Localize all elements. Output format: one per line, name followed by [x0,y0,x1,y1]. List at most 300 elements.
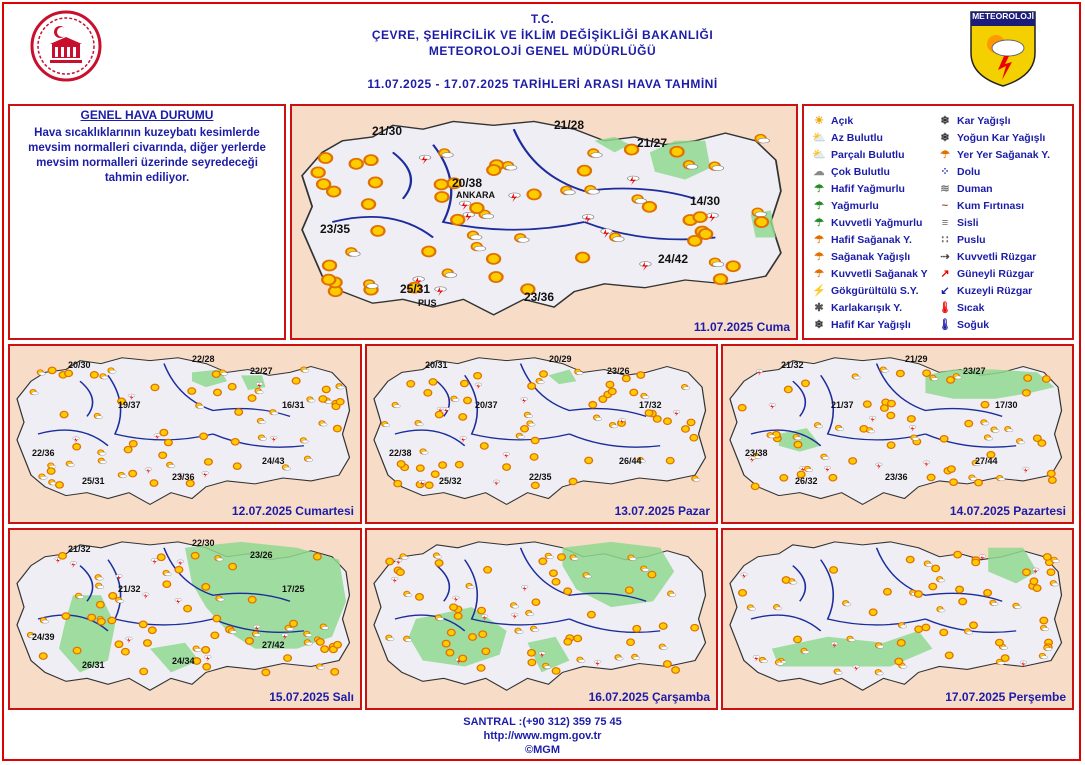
weather-cloud-icon [816,425,823,428]
legend-label: Kuvvetli Sağanak Y [831,268,928,280]
weather-cloud-icon [938,579,945,582]
weather-sun-icon [929,583,937,590]
footer-url[interactable]: http://www.mgm.gov.tr [483,730,602,742]
weather-cloud-icon [521,397,528,400]
weather-cloud-icon [795,437,802,440]
weather-cloud-icon [1001,646,1008,649]
weather-cloud-icon [142,593,149,596]
weather-cloud-icon [42,620,49,623]
weather-sun-icon [521,426,529,432]
temp-label: 22/27 [250,366,273,376]
map-date: 16.07.2025 Çarşamba [588,690,710,704]
general-weather-box [8,104,286,340]
weather-cloud-icon [761,660,768,663]
weather-sun-icon [425,482,433,488]
weather-sun-icon [331,669,339,676]
weather-sun-icon [965,420,973,426]
weather-cloud-icon [1020,661,1027,664]
weather-cloud-icon [986,437,993,440]
city-label-ankara: ANKARA [456,190,495,200]
weather-sun-icon [954,551,962,558]
temp-label: 21/29 [905,354,928,364]
map-date: 14.07.2025 Pazartesi [949,504,1066,518]
weather-sun-icon [336,399,344,405]
turkey-map [723,530,1072,708]
sun-rain-icon: ☂ [814,268,824,280]
weather-sun-icon [200,433,208,439]
mgm-logo-text: METEOROLOJİ [972,11,1034,21]
weather-sun-icon [228,383,236,389]
weather-cloud-icon [777,662,784,665]
weather-sun-icon [670,147,683,157]
weather-cloud-icon [1022,467,1029,470]
weather-cloud-icon [876,463,883,466]
weather-sun-icon [470,203,483,213]
weather-sun-icon [682,426,690,432]
weather-sun-icon [157,554,165,561]
weather-cloud-icon [254,634,261,637]
weather-sun-icon [970,622,978,629]
weather-sun-icon [213,615,221,622]
weather-cloud-icon [109,370,116,373]
weather-sun-icon [794,636,802,643]
temp-label: 22/28 [192,354,215,364]
weather-sun-icon [150,480,158,486]
weather-sun-icon [738,404,746,410]
legend-label: Açık [831,115,854,127]
map-date: 13.07.2025 Pazar [614,504,710,518]
weather-sun-icon [637,372,645,378]
temp-label: 20/38 [452,176,483,190]
legend-label: Parçalı Bulutlu [831,149,905,161]
weather-sun-icon [424,390,432,396]
weather-sun-icon [751,483,759,489]
weather-sun-icon [947,377,955,383]
weather-cloud-icon [775,607,782,610]
weather-cloud-icon [318,666,325,669]
weather-sun-icon [691,624,699,631]
weather-sun-icon [386,558,394,565]
weather-cloud-icon [287,628,294,631]
weather-cloud-icon [931,377,938,380]
weather-sun-icon [397,569,405,576]
turkey-map [367,346,716,522]
temp-label: 21/30 [372,124,403,138]
legend-label: Az Bulutlu [831,132,883,144]
weather-cloud-icon [854,376,861,379]
weather-sun-icon [1023,569,1031,576]
weather-sun-icon [47,468,55,474]
weather-sun-icon [829,474,837,480]
weather-cloud-icon [518,237,530,242]
weather-cloud-icon [544,666,551,669]
weather-cloud-icon [221,372,228,375]
weather-cloud-icon [591,153,603,158]
weather-sun-icon [975,479,983,485]
weather-cloud-icon [177,560,184,563]
weather-cloud-icon [837,428,844,431]
weather-cloud-icon [383,424,390,427]
legend-label: Güneyli Rüzgar [957,268,1035,280]
weather-cloud-icon [402,556,409,559]
map-date: 11.07.2025 Cuma [693,320,790,334]
weather-sun-icon [588,611,596,618]
legend-item [812,216,922,230]
weather-sun-icon [484,567,492,574]
weather-sun-icon [322,386,330,392]
snow-icon: ❄ [814,319,824,331]
weather-sun-icon [1047,470,1055,476]
weather-sun-icon [528,650,536,657]
temp-label: 17/25 [282,584,305,594]
temp-label: 21/37 [831,400,854,410]
weather-cloud-icon [516,630,523,633]
weather-cloud-icon [308,399,315,402]
weather-cloud-icon [693,478,700,481]
weather-cloud-icon [588,189,600,194]
weather-sun-icon [927,474,935,480]
weather-sun-icon [714,274,727,284]
weather-sun-icon [246,638,254,645]
temp-label: 22/30 [192,538,215,548]
weather-sun-icon [863,401,871,407]
fog-icon: ≡ [941,217,949,229]
weather-cloud-icon [572,557,579,560]
legend-item [812,318,911,332]
weather-cloud-icon [1053,560,1060,563]
weather-cloud-icon [505,165,517,170]
temp-label: 23/35 [320,222,351,236]
weather-sun-icon [229,563,237,570]
weather-sun-icon [235,409,243,415]
weather-cloud-icon [1045,648,1052,651]
legend-item [812,250,910,264]
weather-cloud-icon [532,628,539,631]
haze-icon: ∷ [941,234,949,246]
weather-sun-icon [211,632,219,639]
legend-item [938,250,1036,264]
weather-sun-icon [528,383,536,389]
weather-cloud-icon [629,557,636,560]
weather-sun-icon [478,607,486,614]
weather-sun-icon [394,480,402,486]
weather-sun-icon [830,567,838,574]
temp-label: 23/27 [963,366,986,376]
weather-sun-icon [464,397,472,403]
weather-cloud-icon [117,600,124,603]
weather-sun-icon [849,458,857,464]
map-date: 15.07.2025 Salı [269,690,354,704]
rain-icon: ☂ [814,217,824,229]
weather-cloud-icon [168,464,175,467]
legend-label: Karlakarışık Y. [831,302,903,314]
weather-cloud-icon [1052,583,1059,586]
weather-sun-icon [672,667,680,674]
weather-sun-icon [688,236,701,246]
weather-cloud-icon [982,422,989,425]
temp-label: 24/39 [32,632,55,642]
legend-item [938,199,1024,213]
legend-item [938,216,979,230]
weather-cloud-icon [877,672,884,675]
sun-icon: ☀ [814,115,824,127]
weather-sun-icon [1043,376,1051,382]
header-tc: T.C. [530,12,555,26]
weather-sun-icon [915,591,923,598]
weather-cloud-icon [1042,628,1049,631]
weather-sun-icon [124,446,132,452]
temp-label: 21/32 [781,360,804,370]
weather-cloud-icon [992,429,999,432]
weather-cloud-icon [256,382,263,385]
weather-sun-icon [739,590,747,597]
weather-sun-icon [932,565,940,572]
weather-sun-icon [552,579,560,586]
weather-sun-icon [487,165,500,175]
header-directorate: METEOROLOJİ GENEL MÜDÜRLÜĞÜ [428,44,657,58]
weather-sun-icon [576,252,589,262]
legend-label: Dolu [957,166,981,178]
weather-cloud-icon [758,138,770,143]
weather-cloud-icon [633,657,640,660]
weather-sun-icon [564,588,572,595]
temp-label: 23/26 [607,366,630,376]
temp-label: 21/28 [554,118,585,132]
legend-label: Hafif Kar Yağışlı [831,319,911,331]
temp-label: 23/36 [885,472,908,482]
weather-cloud-icon [97,585,104,588]
temp-label: 20/31 [425,360,448,370]
weather-cloud-icon [749,607,756,610]
weather-cloud-icon [616,657,623,660]
weather-sun-icon [564,639,572,646]
weather-cloud-icon [394,405,401,408]
weather-cloud-icon [175,598,182,601]
wind-icon: ⇢ [940,251,950,263]
weather-cloud-icon [422,451,429,454]
weather-cloud-icon [443,407,450,410]
legend-label: Yağmurlu [831,200,879,212]
weather-sun-icon [90,372,98,378]
weather-sun-icon [165,439,173,445]
weather-sun-icon [959,598,967,605]
weather-sun-icon [446,649,454,656]
weather-cloud-icon [611,425,618,428]
weather-cloud-icon [547,556,554,559]
weather-sun-icon [480,443,488,449]
legend-item [938,233,986,247]
weather-sun-icon [633,625,641,632]
temp-label: 22/36 [32,448,55,458]
weather-sun-icon [1049,477,1057,483]
weather-cloud-icon [503,453,510,456]
weather-sun-icon [625,587,633,594]
weather-cloud-icon [468,586,475,589]
weather-sun-icon [96,601,104,608]
legend-item [812,199,879,213]
weather-cloud-icon [32,392,39,395]
weather-sun-icon [503,464,511,470]
legend-label: Soğuk [957,319,990,331]
weather-sun-icon [327,187,340,197]
weather-sun-icon [461,380,469,386]
weather-sun-icon [528,189,541,199]
weather-cloud-icon [831,642,838,645]
weather-sun-icon [922,624,930,631]
legend-label: Duman [957,183,993,195]
weather-sun-icon [321,646,329,653]
arrow-ne-icon: ↗ [940,268,950,280]
turkey-map [10,530,360,708]
weather-cloud-icon [70,561,77,564]
weather-sun-icon [659,623,667,630]
weather-sun-icon [558,554,566,561]
legend-item [812,284,919,298]
weather-cloud-icon [128,394,135,397]
weather-sun-icon [202,584,210,591]
legend-label: Hafif Yağmurlu [831,183,905,195]
weather-sun-icon [313,553,321,560]
temp-label: 27/44 [975,456,998,466]
weather-cloud-icon [77,596,84,599]
weather-sun-icon [948,466,956,472]
sun-cloud-icon: ⛅ [812,132,826,144]
weather-sun-icon [139,621,147,628]
weather-cloud-icon [1041,656,1048,659]
weather-cloud-icon [619,419,626,422]
weather-cloud-icon [938,609,945,612]
weather-sun-icon [550,570,558,577]
weather-cloud-icon [518,436,525,439]
weather-cloud-icon [460,437,467,440]
sleet-icon: ✱ [814,302,824,314]
weather-cloud-icon [284,467,291,470]
weather-cloud-icon [73,437,80,440]
weather-cloud-icon [145,468,152,471]
sun-rain-icon: ☂ [814,234,824,246]
legend-label: Hafif Sağanak Y. [831,234,912,246]
weather-sun-icon [73,444,81,450]
legend-label: Gökgürültülü S.Y. [831,285,919,297]
weather-sun-icon [435,411,443,417]
temp-label: 22/38 [389,448,412,458]
legend-label: Yer Yer Sağanak Y. [957,149,1051,161]
weather-sun-icon [1033,585,1041,592]
weather-cloud-icon [475,383,482,386]
snow-icon: ❄ [940,115,950,127]
weather-sun-icon [1040,617,1048,624]
turkey-map [367,530,716,708]
summary-title: GENEL HAVA DURUMU [80,108,214,122]
temp-label: 23/36 [524,290,555,304]
temp-label: 23/36 [172,472,195,482]
weather-sun-icon [231,439,239,445]
weather-cloud-icon [281,634,288,637]
weather-cloud-icon [417,423,424,426]
weather-sun-icon [334,425,342,431]
weather-sun-icon [369,177,382,187]
weather-cloud-icon [853,665,860,668]
temp-label: 25/31 [82,476,105,486]
weather-sun-icon [160,429,168,435]
weather-sun-icon [140,668,148,675]
weather-sun-icon [802,380,810,386]
weather-cloud-icon [419,480,426,483]
weather-sun-icon [56,482,64,488]
legend-label: Yoğun Kar Yağışlı [957,132,1046,144]
weather-cloud-icon [165,573,172,576]
cloud-icon: ☁ [813,166,825,178]
weather-cloud-icon [900,625,907,628]
weather-cloud-icon [824,466,831,469]
weather-sun-icon [163,581,171,588]
weather-cloud-icon [367,284,379,289]
weather-cloud-icon [100,460,107,463]
legend-label: Çok Bulutlu [831,166,890,178]
weather-cloud-icon [40,476,47,479]
temp-label: 24/34 [172,656,195,666]
legend-item [812,148,905,162]
weather-cloud-icon [322,626,329,629]
sun-rain-icon: ☂ [814,251,824,263]
weather-cloud-icon [271,412,278,415]
weather-sun-icon [122,648,130,655]
weather-sun-icon [48,367,56,373]
weather-sun-icon [643,202,656,212]
weather-sun-icon [477,665,485,672]
weather-sun-icon [996,639,1004,646]
weather-sun-icon [407,381,415,387]
legend-item [938,182,993,196]
weather-sun-icon [454,613,462,620]
weather-cloud-icon [822,456,829,459]
legend-label: Sisli [957,217,979,229]
weather-cloud-icon [1006,429,1013,432]
weather-sun-icon [906,556,914,563]
weather-cloud-icon [844,603,851,606]
legend-item [938,131,1045,145]
weather-cloud-icon [474,246,486,251]
weather-sun-icon [530,454,538,460]
weather-cloud-icon [900,665,907,668]
weather-cloud-icon [437,617,444,620]
weather-cloud-icon [642,396,649,399]
weather-sun-icon [666,457,674,463]
summary-text: Hava sıcaklıklarının kuzeybatı kesimlerde mevsim normalleri civarında, diğer yerlerde mevsim normalleri üzerinde seyredeceği tahmin ediliyor. [28,127,266,184]
sun-cloud-icon: ⛅ [812,149,826,161]
weather-cloud-icon [877,645,884,648]
weather-sun-icon [482,648,490,655]
weather-sun-icon [539,558,547,565]
weather-cloud-icon [769,403,776,406]
weather-cloud-icon [270,436,277,439]
temp-label: 23/38 [745,448,768,458]
weather-sun-icon [416,465,424,471]
thermo-hot-icon: 🌡 [938,302,952,314]
weather-sun-icon [474,373,482,379]
weather-sun-icon [895,658,903,665]
rain-icon: ☂ [814,183,824,195]
weather-cloud-icon [848,639,855,642]
weather-sun-icon [794,441,802,447]
weather-cloud-icon [756,370,763,373]
weather-sun-icon [456,461,464,467]
weather-sun-icon [687,419,695,425]
weather-sun-icon [578,166,591,176]
weather-cloud-icon [511,613,518,616]
weather-cloud-icon [442,153,454,158]
weather-cloud-icon [512,605,519,608]
